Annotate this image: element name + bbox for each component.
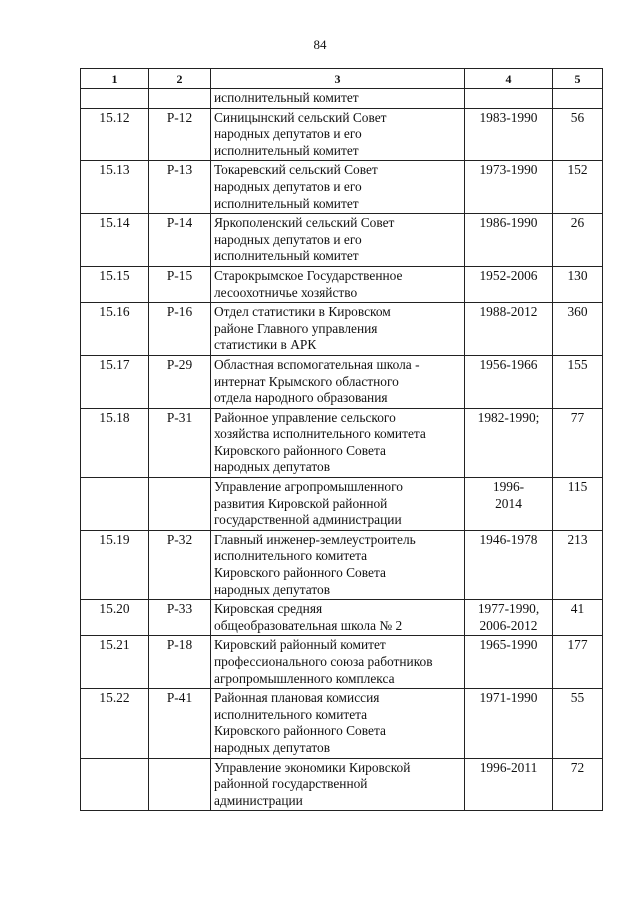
fund-code-cell: Р-31 [149,408,211,477]
fund-name-line: Кировская средняя [214,601,323,617]
table-row [81,758,603,811]
column-header-1: 1 [81,69,149,89]
fund-name-line: Главный инженер-землеустроитель [214,531,416,547]
fund-years-cell [465,478,553,531]
fund-code-cell: Р-14 [149,214,211,267]
fund-years-cell [465,108,553,161]
fund-code-cell [149,89,211,109]
fund-number-cell: 15.13 [81,161,149,214]
fund-name-line: Районная плановая комиссия [214,690,380,706]
fund-name-cell [211,108,465,161]
fund-years-line: 2006-2012 [479,617,538,633]
fund-name-line: народных депутатов и его [214,231,362,247]
fund-years-cell [465,266,553,302]
fund-name-line: исполнительного комитета [214,706,368,722]
fund-name-line: Управление агропромышленного [214,479,403,495]
archive-fund-table [80,68,603,811]
fund-years-line: 1996-2011 [479,759,538,775]
page-number: 84 [313,37,327,52]
table-row [81,689,603,758]
fund-name-line: профессионального союза работников [214,654,433,669]
fund-volume-cell [553,89,603,109]
table-row [81,530,603,599]
fund-volume-cell: 155 [553,355,603,408]
fund-volume-cell: 72 [553,758,603,811]
fund-name-cell [211,600,465,636]
fund-name-cell [211,161,465,214]
fund-volume-cell: 56 [553,108,603,161]
fund-name-cell [211,266,465,302]
fund-name-line: Областная вспомогательная школа - [214,356,420,372]
fund-code-cell: Р-41 [149,689,211,758]
table-row [81,89,603,109]
fund-name-cell [211,214,465,267]
fund-name-line: исполнительный комитет [214,195,359,211]
fund-name-line: отдела народного образования [214,390,388,406]
fund-years-cell [465,89,553,109]
fund-years-line: 2014 [495,495,522,511]
fund-volume-cell: 360 [553,303,603,356]
fund-years-line: 1986-1990 [479,215,538,231]
table-row [81,355,603,408]
fund-name-line: Кировского районного Совета [214,565,386,581]
fund-name-line: народных депутатов [214,739,331,755]
fund-name-cell [211,408,465,477]
fund-number-cell: 15.16 [81,303,149,356]
fund-name-cell [211,355,465,408]
fund-volume-cell: 152 [553,161,603,214]
fund-number-cell: 15.18 [81,408,149,477]
fund-code-cell [149,478,211,531]
fund-name-line: Кировского районного Совета [214,723,386,739]
fund-volume-cell: 55 [553,689,603,758]
fund-years-cell [465,214,553,267]
fund-name-line: государственной администрации [214,512,402,528]
fund-name-cell [211,303,465,356]
fund-name-line: статистики в АРК [214,337,317,353]
table-row [81,161,603,214]
fund-years-line: 1952-2006 [479,267,538,283]
fund-number-cell [81,89,149,109]
fund-years-line: 1946-1978 [479,531,538,547]
fund-code-cell: Р-18 [149,636,211,689]
fund-number-cell: 15.12 [81,108,149,161]
fund-volume-cell: 115 [553,478,603,531]
table-row [81,478,603,531]
fund-name-line: Районное управление сельского [214,409,396,425]
fund-years-line: 1988-2012 [479,304,538,320]
fund-name-line: районе Главного управления [214,320,378,336]
table-row [81,214,603,267]
fund-name-line: Токаревский сельский Совет [214,162,378,178]
fund-years-cell [465,408,553,477]
fund-name-line: Управление экономики Кировской [214,759,411,775]
table-row [81,303,603,356]
fund-years-cell [465,689,553,758]
fund-number-cell: 15.17 [81,355,149,408]
fund-name-line: Старокрымское Государственное [214,267,403,283]
column-header-2: 2 [149,69,211,89]
fund-volume-cell: 77 [553,408,603,477]
fund-years-line: 1982-1990; [477,409,540,425]
fund-name-line: хозяйства исполнительного комитета [214,426,426,442]
fund-name-line: общеобразовательная школа № 2 [214,617,403,633]
fund-name-line: исполнительного комитета [214,548,368,564]
table-row [81,636,603,689]
fund-name-line: исполнительный комитет [214,142,359,158]
fund-name-cell [211,89,465,109]
fund-name-line: народных депутатов и его [214,126,362,142]
fund-years-line: 1965-1990 [479,637,538,653]
fund-name-line: народных депутатов и его [214,178,362,194]
fund-years-cell [465,161,553,214]
fund-name-line: народных депутатов [214,459,331,475]
fund-code-cell: Р-15 [149,266,211,302]
fund-name-cell [211,689,465,758]
fund-name-line: народных депутатов [214,581,331,597]
fund-name-line: исполнительный комитет [214,90,359,105]
fund-name-line: лесоохотничье хозяйство [214,284,358,300]
fund-name-line: Кировского районного Совета [214,442,386,458]
fund-number-cell: 15.19 [81,530,149,599]
fund-code-cell: Р-33 [149,600,211,636]
fund-code-cell: Р-13 [149,161,211,214]
fund-number-cell [81,758,149,811]
fund-code-cell: Р-16 [149,303,211,356]
fund-name-cell [211,478,465,531]
fund-name-line: Отдел статистики в Кировском [214,304,391,320]
fund-volume-cell: 177 [553,636,603,689]
fund-years-line: 1971-1990 [479,690,538,706]
fund-code-cell: Р-29 [149,355,211,408]
fund-name-line: агропромышленного комплекса [214,670,395,686]
fund-number-cell: 15.14 [81,214,149,267]
fund-name-line: интернат Крымского областного [214,373,399,389]
fund-years-cell [465,758,553,811]
fund-number-cell: 15.20 [81,600,149,636]
fund-name-line: Кировский районный комитет [214,637,386,653]
table-header-row [81,69,603,89]
column-header-5: 5 [553,69,603,89]
fund-name-cell [211,758,465,811]
fund-number-cell [81,478,149,531]
fund-name-line: Яркополенский сельский Совет [214,215,395,231]
fund-name-cell [211,636,465,689]
fund-code-cell: Р-32 [149,530,211,599]
table-row [81,108,603,161]
fund-years-cell [465,636,553,689]
fund-code-cell: Р-12 [149,108,211,161]
fund-name-line: районной государственной [214,776,368,792]
table-row [81,266,603,302]
fund-name-line: Синицынский сельский Совет [214,109,387,125]
fund-years-cell [465,355,553,408]
fund-years-line: 1956-1966 [479,356,538,372]
table-body [81,89,603,811]
table-row [81,600,603,636]
fund-volume-cell: 213 [553,530,603,599]
fund-years-line: 1983-1990 [479,109,538,125]
fund-years-line: 1977-1990, [477,601,540,617]
fund-name-line: исполнительный комитет [214,248,359,264]
fund-volume-cell: 26 [553,214,603,267]
table-row [81,408,603,477]
fund-name-line: развития Кировской районной [214,495,388,511]
fund-name-cell [211,530,465,599]
fund-number-cell: 15.22 [81,689,149,758]
fund-number-cell: 15.15 [81,266,149,302]
fund-volume-cell: 130 [553,266,603,302]
fund-number-cell: 15.21 [81,636,149,689]
column-header-3: 3 [211,69,465,89]
fund-years-cell [465,303,553,356]
fund-code-cell [149,758,211,811]
fund-years-line: 1973-1990 [479,162,538,178]
fund-years-cell [465,600,553,636]
fund-years-cell [465,530,553,599]
fund-years-line: 1996- [492,479,525,495]
column-header-4: 4 [465,69,553,89]
fund-name-line: администрации [214,792,303,808]
fund-volume-cell: 41 [553,600,603,636]
